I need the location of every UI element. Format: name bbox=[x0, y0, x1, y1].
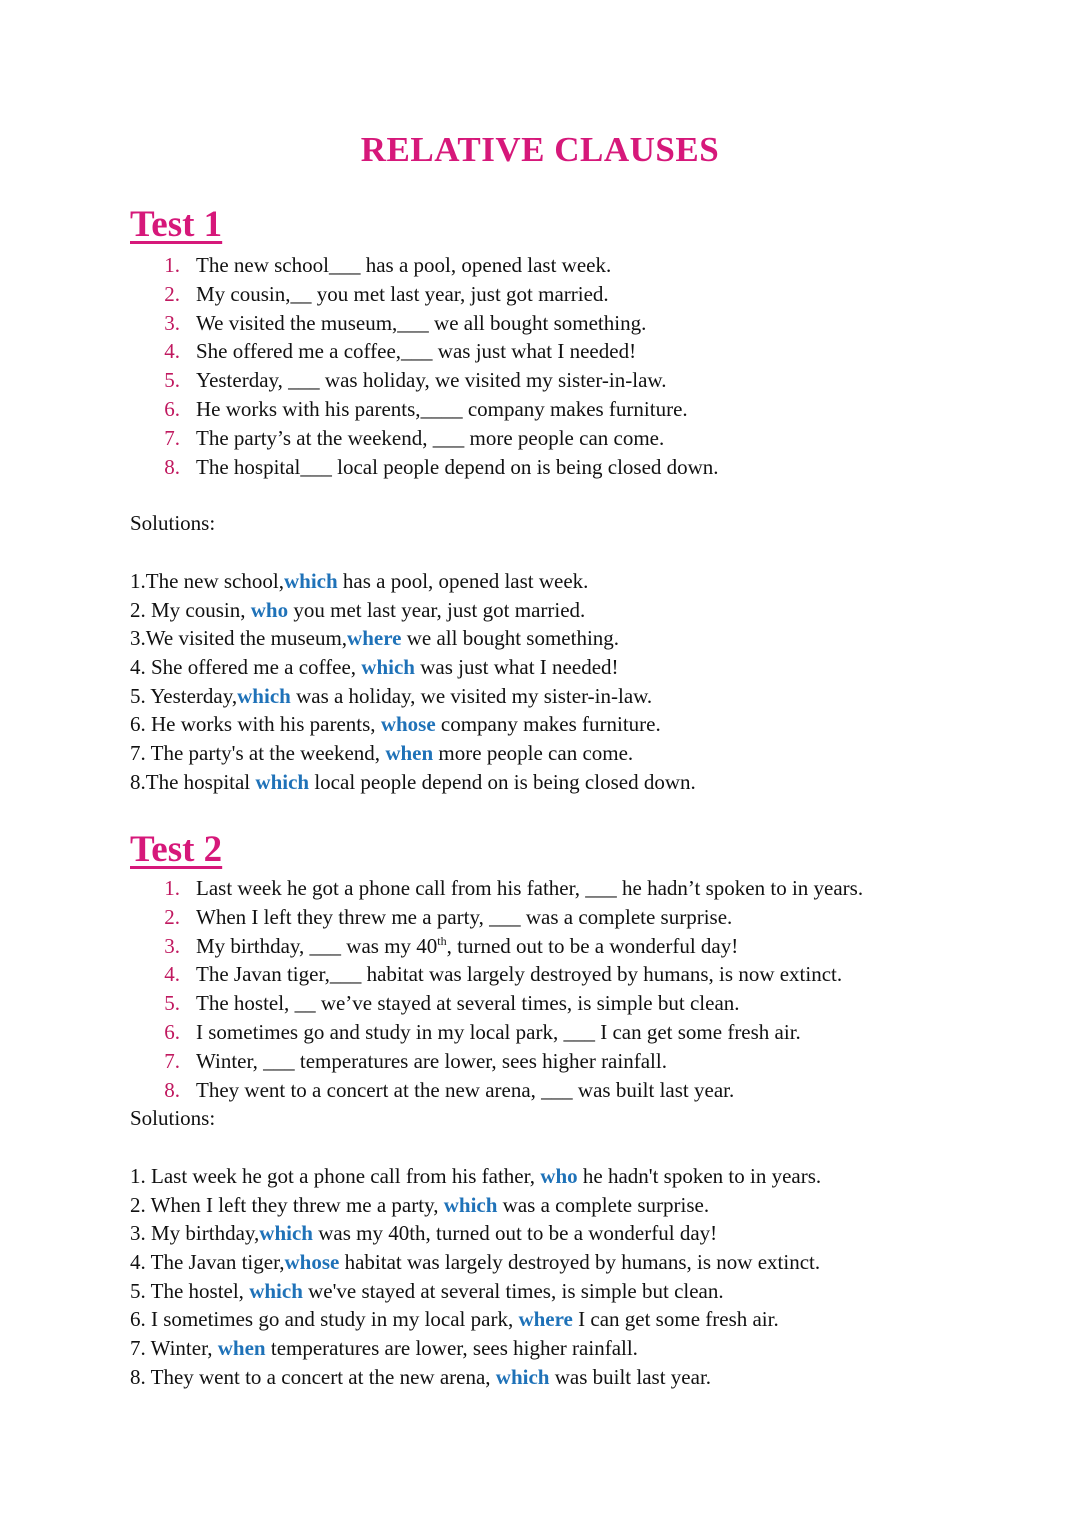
answer-blank: ___ bbox=[309, 933, 342, 958]
solution-item: 1. Last week he got a phone call from his father, who he hadn't spoken to in years. bbox=[130, 1164, 822, 1188]
answer-word: which bbox=[361, 655, 415, 680]
answer-word: which bbox=[283, 569, 338, 593]
answer-blank: __ bbox=[290, 281, 312, 306]
answer-blank: ___ bbox=[585, 876, 617, 900]
answer-word: when bbox=[385, 741, 434, 766]
test1-heading: Test 1 bbox=[130, 204, 223, 245]
answer-word: which bbox=[495, 1364, 550, 1389]
question-item: 3 . We visited the museum,___ we all bought something. bbox=[130, 309, 719, 338]
question-number: 4 . bbox=[130, 960, 196, 989]
question-number: 6 . bbox=[130, 395, 196, 424]
answer-blank: ___ bbox=[563, 1019, 595, 1044]
test2-question-list bbox=[130, 874, 863, 1104]
question-number: 6 . bbox=[130, 1018, 196, 1047]
question-item: 5 . The hostel, __ we’ve stayed at several times, is simple but clean. bbox=[130, 989, 863, 1018]
answer-blank: ___ bbox=[432, 425, 465, 450]
test2-solutions-label: Solutions: bbox=[130, 1106, 216, 1130]
question-item: 3 . My birthday, ___ was my 40th, turned out to be a wonderful day! bbox=[130, 932, 863, 961]
solution-item: 3. My birthday,which was my 40th, turned out to be a wonderful day! bbox=[130, 1221, 718, 1246]
solution-item: 7. Winter, when temperatures are lower, sees higher rainfall. bbox=[130, 1336, 638, 1361]
question-number: 7 . bbox=[130, 1047, 196, 1076]
answer-word: which bbox=[249, 1278, 303, 1303]
answer-blank: ___ bbox=[288, 368, 320, 393]
question-item: 6 . He works with his parents,____ company makes furniture. bbox=[130, 395, 719, 424]
answer-word: which bbox=[237, 683, 291, 708]
answer-word: who bbox=[250, 597, 289, 622]
solution-item: 6. He works with his parents, whose company makes furniture. bbox=[130, 712, 661, 737]
question-item: 7 . Winter, ___ temperatures are lower, sees higher rainfall. bbox=[130, 1047, 863, 1076]
solution-item: 2. My cousin, who you met last year, just got married. bbox=[130, 597, 586, 622]
question-number: 3 . bbox=[130, 932, 196, 961]
answer-word: when bbox=[217, 1336, 266, 1361]
test2-heading: Test 2 bbox=[130, 829, 223, 870]
answer-blank: ___ bbox=[328, 253, 361, 277]
question-number: 1 . bbox=[130, 251, 196, 280]
test1-solution-list bbox=[130, 567, 696, 797]
question-item: 7 . The party’s at the weekend, ___ more people can come. bbox=[130, 424, 719, 453]
solution-item: 5. The hostel, which we've stayed at several times, is simple but clean. bbox=[130, 1278, 724, 1303]
question-item: 8 . They went to a concert at the new arena, ___ was built last year. bbox=[130, 1076, 863, 1105]
answer-blank: ___ bbox=[300, 454, 332, 479]
question-number: 4 . bbox=[130, 337, 196, 366]
solution-item: 2. When I left they threw me a party, which was a complete surprise. bbox=[130, 1192, 710, 1217]
answer-blank: ___ bbox=[489, 904, 521, 929]
question-item: 5 . Yesterday, ___ was holiday, we visited my sister-in-law. bbox=[130, 366, 719, 395]
solution-item: 4. The Javan tiger,whose habitat was largely destroyed by humans, is now extinct. bbox=[130, 1250, 821, 1275]
question-item: 1 . Last week he got a phone call from his father, ___ he hadn’t spoken to in years. bbox=[130, 874, 863, 903]
answer-blank: ___ bbox=[541, 1077, 573, 1102]
question-item: 4 . The Javan tiger,___ habitat was largely destroyed by humans, is now extinct. bbox=[130, 960, 863, 989]
question-number: 1 . bbox=[130, 874, 196, 903]
question-number: 2 . bbox=[130, 903, 196, 932]
solution-item: 5. Yesterday,which was a holiday, we visited my sister-in-law. bbox=[130, 683, 653, 708]
question-item: 1 . The new school___ has a pool, opened last week. bbox=[130, 251, 719, 280]
answer-blank: ___ bbox=[401, 339, 433, 364]
question-number: 8 . bbox=[130, 453, 196, 482]
solution-item: 3.We visited the museum,where we all bought something. bbox=[130, 626, 620, 651]
question-item: 8 . The hospital___ local people depend on is being closed down. bbox=[130, 453, 719, 482]
solution-item: 4. She offered me a coffee, which was just what I needed! bbox=[130, 655, 619, 680]
answer-word: where bbox=[347, 626, 402, 651]
answer-word: which bbox=[259, 1221, 313, 1246]
solution-item: 1.The new school,which has a pool, opened last week. bbox=[130, 569, 589, 593]
answer-word: who bbox=[540, 1164, 578, 1188]
question-item: 2 . My cousin,__ you met last year, just got married. bbox=[130, 280, 719, 309]
question-number: 8 . bbox=[130, 1076, 196, 1105]
page-title: RELATIVE CLAUSES bbox=[360, 130, 720, 169]
solution-item: 8.The hospital which local people depend on is being closed down. bbox=[130, 769, 696, 794]
answer-blank: __ bbox=[294, 991, 316, 1016]
test1-solutions-label: Solutions: bbox=[130, 511, 216, 535]
question-number: 3 . bbox=[130, 309, 196, 338]
solution-item: 8. They went to a concert at the new arena, which was built last year. bbox=[130, 1364, 712, 1389]
test1-question-list bbox=[130, 251, 719, 481]
answer-word: whose bbox=[284, 1250, 340, 1275]
question-number: 7 . bbox=[130, 424, 196, 453]
answer-blank: ___ bbox=[263, 1048, 295, 1073]
question-number: 5 . bbox=[130, 989, 196, 1018]
answer-blank: ___ bbox=[329, 962, 362, 987]
solution-item: 7. The party's at the weekend, when more people can come. bbox=[130, 741, 634, 766]
answer-blank: ___ bbox=[397, 310, 429, 335]
question-item: 4 . She offered me a coffee,___ was just what I needed! bbox=[130, 337, 719, 366]
solution-item: 6. I sometimes go and study in my local park, where I can get some fresh air. bbox=[130, 1307, 779, 1332]
answer-word: where bbox=[518, 1307, 573, 1332]
answer-word: which bbox=[443, 1192, 498, 1217]
question-item: 6 . I sometimes go and study in my local park, ___ I can get some fresh air. bbox=[130, 1018, 863, 1047]
answer-blank: ____ bbox=[420, 396, 463, 421]
question-number: 5 . bbox=[130, 366, 196, 395]
test2-solution-list bbox=[130, 1162, 821, 1392]
question-item: 2 . When I left they threw me a party, ___ was a complete surprise. bbox=[130, 903, 863, 932]
question-number: 2 . bbox=[130, 280, 196, 309]
superscript: th bbox=[437, 933, 447, 948]
answer-word: whose bbox=[380, 712, 436, 737]
answer-word: which bbox=[255, 769, 310, 794]
